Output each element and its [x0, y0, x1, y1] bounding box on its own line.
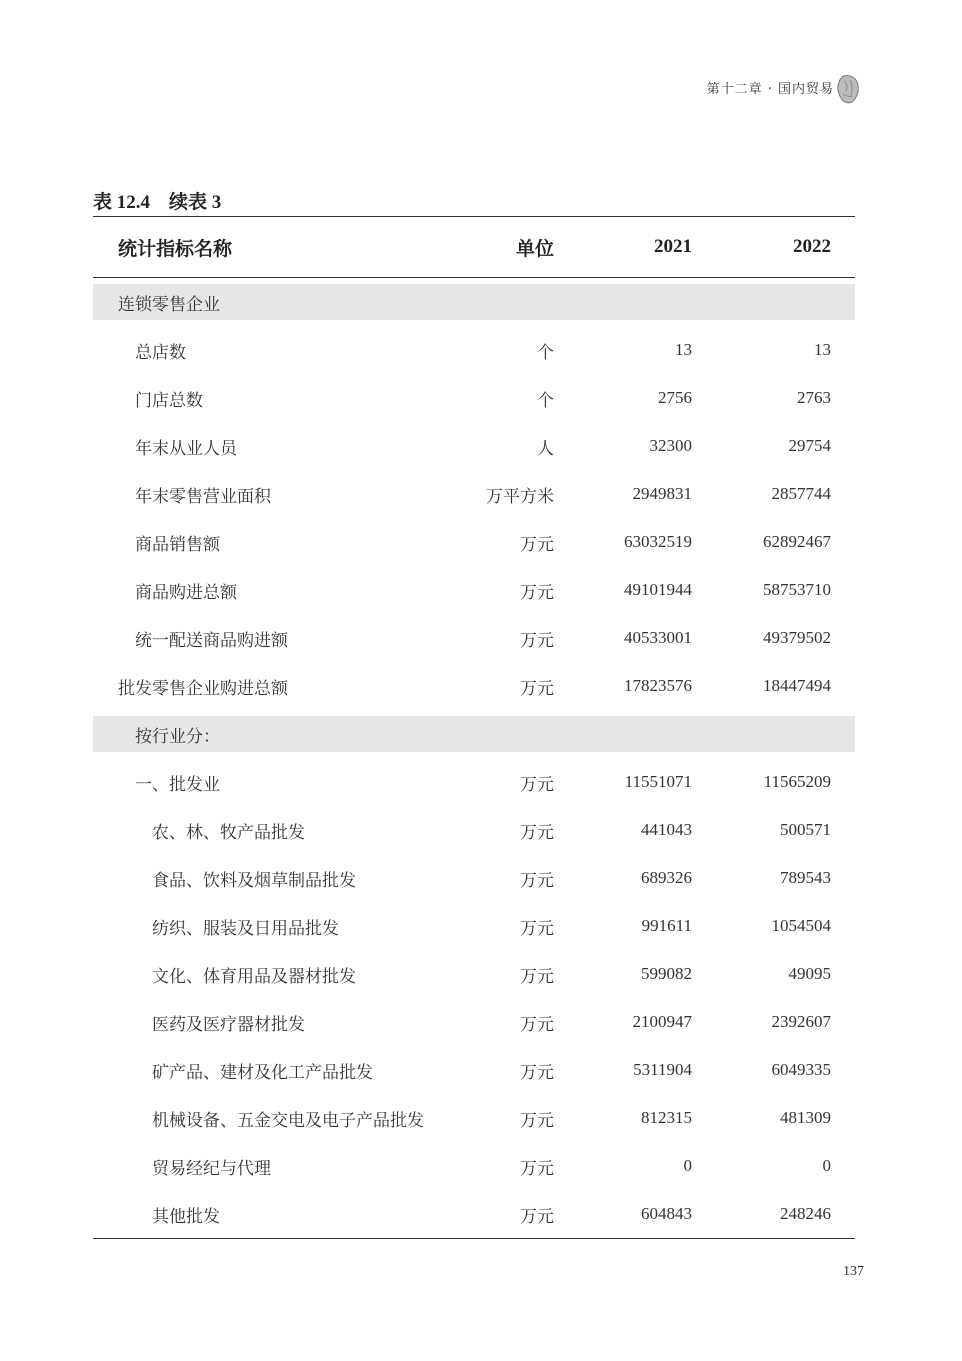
unit-cell: 万元 — [520, 678, 554, 698]
column-header-unit: 单位 — [515, 238, 554, 260]
value-2021: 11551071 — [624, 772, 692, 791]
unit-cell: 万元 — [520, 582, 554, 602]
table-row — [93, 998, 855, 1046]
table-row — [93, 854, 855, 902]
value-2022: 49379502 — [763, 628, 831, 647]
value-2021: 13 — [675, 340, 692, 359]
statistics-table — [93, 216, 855, 1239]
unit-cell: 万元 — [520, 534, 554, 554]
table-row — [93, 422, 855, 470]
unit-cell: 人 — [537, 438, 554, 458]
value-2021: 5311904 — [633, 1060, 692, 1079]
value-2021: 63032519 — [624, 532, 692, 551]
value-2022: 248246 — [780, 1204, 831, 1223]
indicator-name: 贸易经纪与代理 — [152, 1158, 271, 1178]
value-2021: 40533001 — [624, 628, 692, 647]
value-2022: 18447494 — [763, 676, 831, 695]
table-row — [93, 566, 855, 614]
value-2021: 0 — [683, 1156, 692, 1175]
table-row — [93, 950, 855, 998]
indicator-name: 商品购进总额 — [135, 582, 237, 602]
indicator-name: 一、批发业 — [135, 774, 220, 794]
indicator-name: 门店总数 — [135, 390, 203, 410]
value-2021: 49101944 — [624, 580, 692, 599]
column-header-indicator: 统计指标名称 — [118, 238, 233, 260]
unit-cell: 万元 — [520, 870, 554, 890]
indicator-name: 农、林、牧产品批发 — [152, 822, 305, 842]
value-2021: 32300 — [649, 436, 692, 455]
table-row — [93, 470, 855, 518]
table-row — [93, 1190, 855, 1238]
section-row — [93, 278, 855, 326]
value-2022: 2763 — [797, 388, 831, 407]
indicator-name: 年末从业人员 — [135, 438, 237, 458]
table-row — [93, 662, 855, 710]
unit-cell: 万元 — [520, 1062, 554, 1082]
indicator-name: 其他批发 — [152, 1206, 220, 1226]
table-row — [93, 902, 855, 950]
unit-cell: 万元 — [520, 1014, 554, 1034]
value-2022: 1054504 — [771, 916, 831, 935]
value-2022: 13 — [814, 340, 831, 359]
table-row — [93, 326, 855, 374]
unit-cell: 万元 — [520, 1158, 554, 1178]
column-header-2021: 2021 — [654, 236, 692, 257]
section-row — [93, 710, 855, 758]
value-2022: 11565209 — [763, 772, 831, 791]
value-2022: 2857744 — [771, 484, 831, 503]
value-2021: 991611 — [641, 916, 692, 935]
indicator-name: 批发零售企业购进总额 — [118, 678, 288, 698]
unit-cell: 万元 — [520, 1206, 554, 1226]
value-2021: 599082 — [641, 964, 692, 983]
value-2022: 2392607 — [771, 1012, 831, 1031]
unit-cell: 万平方米 — [486, 486, 554, 506]
unit-cell: 万元 — [520, 630, 554, 650]
value-2022: 49095 — [788, 964, 831, 983]
unit-cell: 个 — [537, 342, 554, 362]
unit-cell: 个 — [537, 390, 554, 410]
unit-cell: 万元 — [520, 966, 554, 986]
section-label: 连锁零售企业 — [118, 294, 220, 314]
table-row — [93, 1046, 855, 1094]
table-row — [93, 518, 855, 566]
value-2022: 6049335 — [771, 1060, 831, 1079]
indicator-name: 食品、饮料及烟草制品批发 — [152, 870, 356, 890]
indicator-name: 医药及医疗器材批发 — [152, 1014, 305, 1034]
unit-cell: 万元 — [520, 774, 554, 794]
value-2022: 0 — [822, 1156, 831, 1175]
value-2021: 2949831 — [632, 484, 692, 503]
section-label: 按行业分： — [135, 726, 220, 746]
table-caption: 表 12.4 续表 3 — [93, 192, 222, 213]
unit-cell: 万元 — [520, 822, 554, 842]
column-header-2022: 2022 — [793, 236, 831, 257]
table-row — [93, 614, 855, 662]
page-number: 137 — [843, 1264, 864, 1279]
running-title: 第十二章 · 国内贸易 — [706, 82, 834, 97]
indicator-name: 文化、体育用品及器材批发 — [152, 966, 356, 986]
stone-ornament-icon — [836, 74, 860, 104]
value-2021: 17823576 — [624, 676, 692, 695]
table-row — [93, 758, 855, 806]
indicator-name: 年末零售营业面积 — [135, 486, 271, 506]
unit-cell: 万元 — [520, 918, 554, 938]
value-2021: 2100947 — [632, 1012, 692, 1031]
table-row — [93, 374, 855, 422]
indicator-name: 商品销售额 — [135, 534, 220, 554]
indicator-name: 总店数 — [135, 342, 186, 362]
unit-cell: 万元 — [520, 1110, 554, 1130]
value-2022: 58753710 — [763, 580, 831, 599]
value-2021: 812315 — [641, 1108, 692, 1127]
table-row — [93, 806, 855, 854]
table-header-row — [93, 217, 855, 278]
value-2022: 29754 — [788, 436, 831, 455]
indicator-name: 矿产品、建材及化工产品批发 — [152, 1062, 373, 1082]
value-2021: 441043 — [641, 820, 692, 839]
value-2021: 689326 — [641, 868, 692, 887]
indicator-name: 纺织、服装及日用品批发 — [152, 918, 339, 938]
value-2022: 62892467 — [763, 532, 831, 551]
value-2021: 2756 — [658, 388, 692, 407]
indicator-name: 统一配送商品购进额 — [135, 630, 288, 650]
table-row — [93, 1094, 855, 1142]
value-2022: 789543 — [780, 868, 831, 887]
value-2022: 481309 — [780, 1108, 831, 1127]
indicator-name: 机械设备、五金交电及电子产品批发 — [152, 1110, 424, 1130]
table-row — [93, 1142, 855, 1190]
value-2022: 500571 — [780, 820, 831, 839]
value-2021: 604843 — [641, 1204, 692, 1223]
